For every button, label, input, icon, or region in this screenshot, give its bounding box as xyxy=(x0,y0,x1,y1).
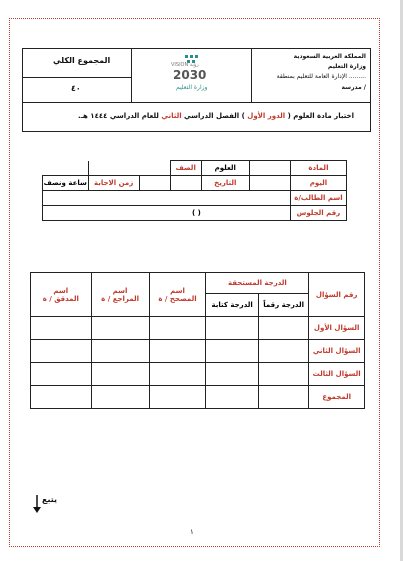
question-no-col: رقم السؤال xyxy=(315,290,358,299)
kingdom-box xyxy=(251,49,372,102)
exam-title: اختبار مادة العلوم ( الدور الأول ) الفصل الدراسي الثاني للعام الدراسي ١٤٤٤ هـ. xyxy=(77,112,354,120)
school-text: مدرسة / xyxy=(341,84,366,91)
corrector-col-line1: اسم xyxy=(170,286,185,295)
date-field[interactable] xyxy=(170,176,201,191)
corrector-col-line2: المصحح / ة xyxy=(158,294,197,303)
auditor-col-line2: المدقق / ة xyxy=(42,294,79,303)
info-row-student xyxy=(43,191,347,206)
seat-number-field[interactable] xyxy=(43,206,291,221)
grades-table xyxy=(30,272,365,409)
row-label: السؤال الثالث xyxy=(312,370,361,378)
in-words-col: الدرجة كتابة xyxy=(211,301,253,309)
grades-row xyxy=(31,363,365,386)
day-label: اليوم xyxy=(309,179,328,187)
total-label: المجموع الكلي xyxy=(53,56,111,65)
reviewer-col-line2: المراجع / ة xyxy=(101,294,139,303)
directorate-text: الإدارة العامة للتعليم بمنطقة ......... xyxy=(276,73,366,80)
duration-field[interactable] xyxy=(139,176,170,191)
row-label: المجموع xyxy=(322,393,351,401)
grades-row xyxy=(31,386,365,409)
seat-label: رقم الجلوس xyxy=(296,209,341,217)
duration-value: ساعة ونصف xyxy=(43,179,87,187)
subject-value: العلوم xyxy=(214,164,236,172)
day-field[interactable] xyxy=(249,176,290,191)
info-row-subject xyxy=(43,161,347,176)
ministry-text: وزارة التعليم xyxy=(327,63,366,70)
reviewer-col-line1: اسم xyxy=(112,286,128,295)
in-numbers-col: الدرجة رقماً xyxy=(263,301,304,309)
date-label: التاريخ xyxy=(214,179,237,187)
follow-text: يتبع xyxy=(42,495,57,504)
grades-row xyxy=(31,340,365,363)
row-label: السؤال الأول xyxy=(313,324,360,332)
duration-label: زمن الاجابة xyxy=(93,179,134,187)
vision-year: 2030 xyxy=(173,68,207,82)
exam-title-banner xyxy=(22,103,371,132)
kingdom-text: المملكة العربية السعودية xyxy=(293,53,366,60)
row-label: السؤال الثاني xyxy=(312,347,361,355)
info-row-day xyxy=(43,176,347,191)
subject-label: المادة xyxy=(308,164,329,172)
grades-header-row-1 xyxy=(31,273,365,294)
student-label: اسم الطالب/ة xyxy=(294,194,343,202)
grades-row xyxy=(31,317,365,340)
page-number: ١ xyxy=(190,528,194,536)
vision-text: VISION رؤية xyxy=(171,62,199,68)
student-name-field[interactable] xyxy=(43,191,291,206)
total-box xyxy=(23,49,132,102)
down-arrow-icon xyxy=(33,494,41,514)
total-value: ٤٠ xyxy=(71,84,81,93)
header-box xyxy=(22,48,371,103)
info-row-seat xyxy=(43,206,347,221)
info-table xyxy=(42,160,347,221)
deserved-col: الدرجة المستحقة xyxy=(227,279,287,287)
grade-label: الصف xyxy=(175,164,196,172)
seat-value: ( ) xyxy=(192,209,201,217)
auditor-col-line1: اسم xyxy=(53,286,69,295)
ministry-logo-text: وزارة التعليم xyxy=(176,84,208,91)
